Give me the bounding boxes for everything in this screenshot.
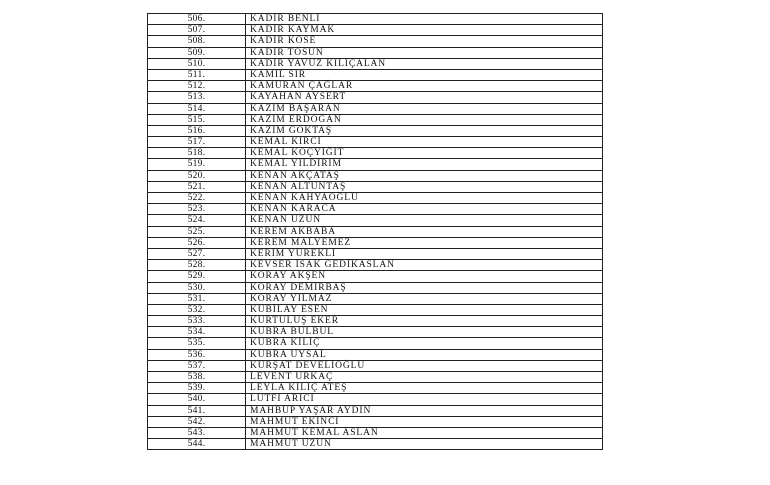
- table-row: [148, 81, 602, 92]
- table-row: [148, 417, 602, 428]
- table-row: [148, 92, 602, 103]
- table-row: [148, 428, 602, 439]
- row-number: 534.: [148, 327, 246, 337]
- table-row: [148, 350, 602, 361]
- row-number: 540.: [148, 394, 246, 404]
- person-name: KUBİLAY ESEN: [250, 304, 329, 315]
- person-name: KORAY DEMİRBAŞ: [250, 282, 347, 293]
- person-name: KÜBRA KILIÇ: [250, 338, 321, 349]
- table-row: [148, 439, 602, 450]
- row-number: 530.: [148, 283, 246, 293]
- person-name: KEREM AKBABA: [250, 226, 337, 237]
- row-number: 543.: [148, 428, 246, 438]
- table-row: [148, 59, 602, 70]
- table-row: [148, 327, 602, 338]
- row-number: 536.: [148, 350, 246, 360]
- person-name: KORAY AKŞEN: [250, 271, 326, 282]
- table-row: [148, 316, 602, 327]
- table-row: [148, 126, 602, 137]
- person-name: KADİR BENLİ: [250, 14, 321, 24]
- person-name: MAHBUP YAŞAR AYDIN: [250, 405, 372, 416]
- person-name: KERİM YÜREKLİ: [250, 248, 337, 259]
- row-number: 525.: [148, 227, 246, 237]
- row-number: 544.: [148, 439, 246, 449]
- row-number: 512.: [148, 81, 246, 91]
- person-name: KEMAL KIRCI: [250, 137, 322, 148]
- person-name: LEVENT URKAÇ: [250, 372, 334, 382]
- table-row: [148, 271, 602, 282]
- person-name: KAMURAN ÇAĞLAR: [250, 81, 354, 92]
- person-name: MAHMUT UZUN: [250, 439, 332, 450]
- row-number: 507.: [148, 25, 246, 35]
- table-row: [148, 115, 602, 126]
- person-name: KADİR KÖSE: [250, 36, 317, 47]
- person-name: KENAN ALTUNTAŞ: [250, 181, 347, 192]
- person-name: KORAY YILMAZ: [250, 293, 333, 304]
- row-number: 508.: [148, 36, 246, 46]
- person-name: KENAN UZUN: [250, 215, 322, 226]
- row-number: 509.: [148, 48, 246, 58]
- person-name: KENAN KARACA: [250, 204, 337, 215]
- table-row: [148, 215, 602, 226]
- table-row: [148, 36, 602, 47]
- row-number: 516.: [148, 126, 246, 136]
- table-row: [148, 193, 602, 204]
- row-number: 538.: [148, 372, 246, 382]
- person-name: KAZIM BAŞARAN: [250, 103, 341, 114]
- row-number: 510.: [148, 59, 246, 69]
- person-name: KENAN KAHYAOĞLU: [250, 193, 359, 203]
- row-number: 518.: [148, 148, 246, 158]
- person-name: KADİR TOSUN: [250, 47, 324, 58]
- person-name: KENAN AKÇATAŞ: [250, 170, 340, 181]
- table-row: [148, 204, 602, 215]
- row-number: 521.: [148, 182, 246, 192]
- person-name: KEVSER İSAK GEDİKASLAN: [250, 260, 395, 271]
- table-row: [148, 137, 602, 148]
- table-row: [148, 227, 602, 238]
- table-row: [148, 260, 602, 271]
- row-number: 527.: [148, 249, 246, 259]
- table-row: [148, 372, 602, 383]
- person-name: KADİR KAYMAK: [250, 25, 336, 36]
- table-row: [148, 394, 602, 405]
- row-number: 514.: [148, 104, 246, 114]
- row-number: 520.: [148, 171, 246, 181]
- person-name: KADİR YAVUZ KILIÇALAN: [250, 58, 387, 69]
- table-row: [148, 48, 602, 59]
- table-row: [148, 249, 602, 260]
- person-name: KAZIM GÖKTAŞ: [250, 125, 333, 136]
- person-name: MAHMUT EKİNCİ: [250, 416, 340, 427]
- row-number: 519.: [148, 159, 246, 169]
- person-name: LÜTFİ ARICI: [250, 394, 315, 405]
- table-row: [148, 159, 602, 170]
- row-number: 515.: [148, 115, 246, 125]
- table-row: [148, 238, 602, 249]
- person-name: KAYAHAN AYSERT: [250, 92, 347, 103]
- name-list-table: [147, 13, 603, 450]
- table-row: [148, 361, 602, 372]
- person-name: LEYLA KILIÇ ATEŞ: [250, 383, 348, 394]
- table-row: [148, 383, 602, 394]
- person-name: KÜRŞAT DEVELİOĞLU: [250, 360, 366, 371]
- row-number: 541.: [148, 406, 246, 416]
- person-name: KÜBRA UYSAL: [250, 349, 327, 360]
- table-row: [148, 70, 602, 81]
- row-number: 537.: [148, 361, 246, 371]
- table-row: [148, 338, 602, 349]
- row-number: 511.: [148, 70, 246, 80]
- person-name: KÜBRA BÜLBÜL: [250, 327, 334, 338]
- person-name: MAHMUT KEMAL ASLAN: [250, 427, 379, 438]
- row-number: 523.: [148, 204, 246, 214]
- row-number: 539.: [148, 383, 246, 393]
- table-row: [148, 14, 602, 25]
- table-row: [148, 171, 602, 182]
- table-row: [148, 182, 602, 193]
- row-number: 517.: [148, 137, 246, 147]
- row-number: 529.: [148, 271, 246, 281]
- row-number: 524.: [148, 215, 246, 225]
- person-name: KAMİL SIR: [250, 69, 307, 80]
- row-number: 532.: [148, 305, 246, 315]
- row-number: 522.: [148, 193, 246, 203]
- row-number: 542.: [148, 417, 246, 427]
- table-row: [148, 104, 602, 115]
- row-number: 513.: [148, 92, 246, 102]
- row-number: 535.: [148, 338, 246, 348]
- person-name: KURTULUŞ EKER: [250, 316, 339, 327]
- person-name: KEMAL KOÇYİĞİT: [250, 148, 345, 159]
- table-row: [148, 25, 602, 36]
- table-row: [148, 305, 602, 316]
- table-row: [148, 283, 602, 294]
- person-name: KEREM MALYEMEZ: [250, 237, 352, 248]
- person-name: KEMAL YILDIRIM: [250, 159, 342, 170]
- row-number: 531.: [148, 294, 246, 304]
- person-name: KAZIM ERDOĞAN: [250, 114, 342, 125]
- table-row: [148, 148, 602, 159]
- row-number: 533.: [148, 316, 246, 326]
- row-number: 506.: [148, 14, 246, 24]
- row-number: 528.: [148, 260, 246, 270]
- table-row: [148, 406, 602, 417]
- table-row: [148, 294, 602, 305]
- row-number: 526.: [148, 238, 246, 248]
